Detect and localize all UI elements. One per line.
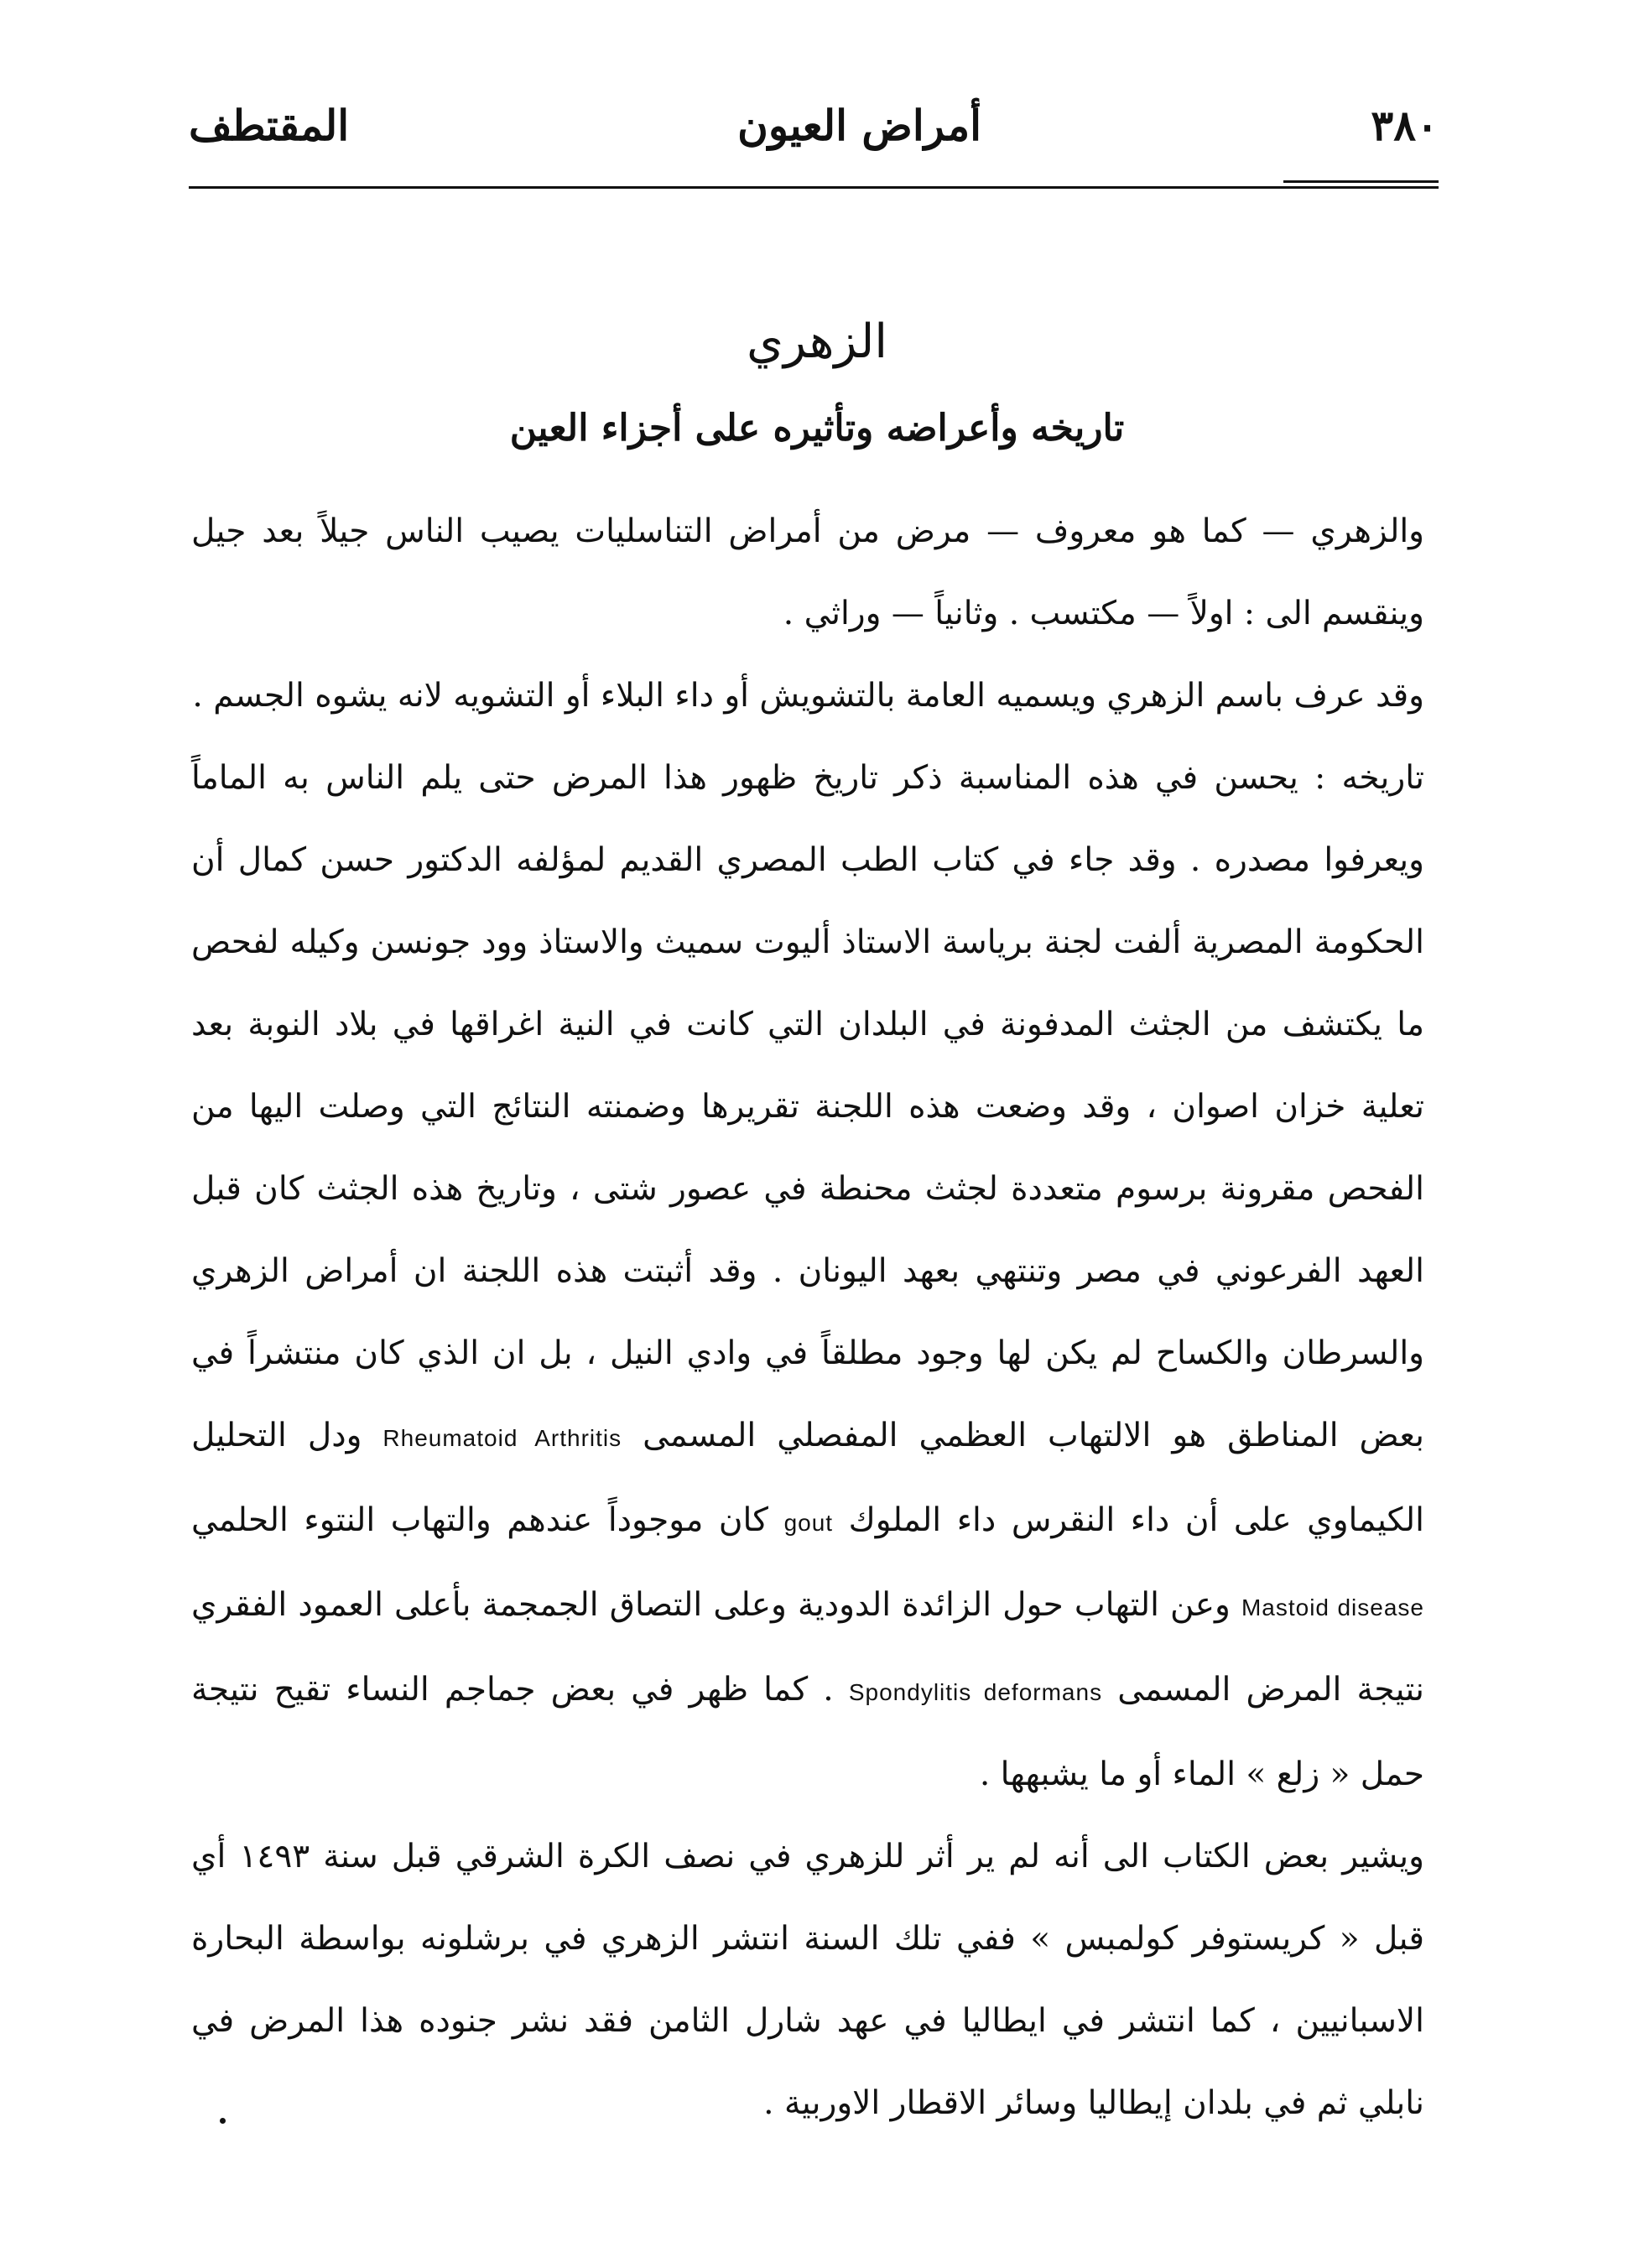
history-text-5: . كما ظهر في بعض جماجم النساء تقيح نتيجة حمل « زلع » الماء أو ما يشبهها . — [191, 1671, 1424, 1793]
ink-dot — [220, 2118, 226, 2124]
article-body — [191, 491, 1424, 2145]
section-title: الزهري — [747, 315, 887, 369]
history-text-1: تاريخه : يحسن في هذه المناسبة ذكر تاريخ ظهور هذا المرض حتى يلم الناس به الماماً ويعرفوا مصدره . وقد جاء في كتاب الطب المصري القديم لمؤلفه الدكتور حسن كمال أن الحكومة المصرية ألفت لجنة برياسة الاستاذ أليوت سميث والاستاذ وود جونسن وكيله لفحص ما يكتشف من الجثث المدفونة في البلدان التي كانت في النية اغراقها في بلاد النوبة بعد تعلية خزان اصوان ، وقد وضعت هذه اللجنة تقريرها وضمنته النتائج التي وصلت اليها من الفحص مقرونة برسوم متعددة لجثث محنطة في عصور شتى ، وتاريخ هذه الجثث كان قبل العهد الفرعوني في مصر وتنتهي بعهد اليونان . وقد أثبتت هذه اللجنة ان أمراض الزهري والسرطان والكساح لم يكن لها وجود مطلقاً في وادي النيل ، بل ان الذي كان منتشراً في بعض المناطق هو الالتهاب العظمي المفصلي المسمى — [191, 759, 1424, 1454]
term-mastoid-disease: Mastoid disease — [1241, 1594, 1424, 1620]
section-subtitle: تاريخه وأعراضه وتأثيره على أجزاء العين — [509, 407, 1125, 450]
term-gout: gout — [783, 1510, 834, 1536]
history-text-4: وعن التهاب حول الزائدة الدودية وعلى التصاق الجمجمة بأعلى العمود الفقري نتيجة المرض المسمى — [191, 1586, 1425, 1709]
paragraph-naming: وقد عرف باسم الزهري ويسميه العامة بالتشويش أو داء البلاء أو التشويه لانه يشوه الجسم . — [192, 677, 1424, 715]
journal-name: المقتطف — [189, 101, 350, 150]
history-text-3: كان موجوداً عندهم والتهاب النتوء الحلمي — [191, 1501, 784, 1539]
page-number: ٣٨٠ — [1371, 101, 1439, 150]
term-rheumatoid-arthritis: Rheumatoid Arthritis — [382, 1425, 622, 1451]
running-header — [189, 101, 1439, 168]
paragraph-history — [191, 737, 1424, 1816]
article-title: أمراض العيون — [737, 101, 981, 150]
header-divider-accent — [1283, 180, 1439, 183]
header-divider — [189, 186, 1439, 189]
term-spondylitis-deformans: Spondylitis deformans — [848, 1679, 1103, 1705]
paragraph-intro: والزهري — كما هو معروف — مرض من أمراض التناسليات يصيب الناس جيلاً بعد جيل وينقسم الى : اولاً — مكتسب . وثانياً — وراثي . — [191, 512, 1424, 632]
history-text-2: ودل التحليل الكيماوي على أن داء النقرس داء الملوك — [191, 1417, 1424, 1539]
paragraph-spread: ويشير بعض الكتاب الى أنه لم ير أثر للزهري في نصف الكرة الشرقي قبل سنة ١٤٩٣ أي قبل « كريستوفر كولمبس » ففي تلك السنة انتشر الزهري في برشلونه بواسطة البحارة الاسبانيين ، كما انتشر في ايطاليا في عهد شارل الثامن فقد نشر جنوده هذا المرض في نابلي ثم في بلدان إيطاليا وسائر الاقطار الاوربية . — [191, 1838, 1424, 2122]
